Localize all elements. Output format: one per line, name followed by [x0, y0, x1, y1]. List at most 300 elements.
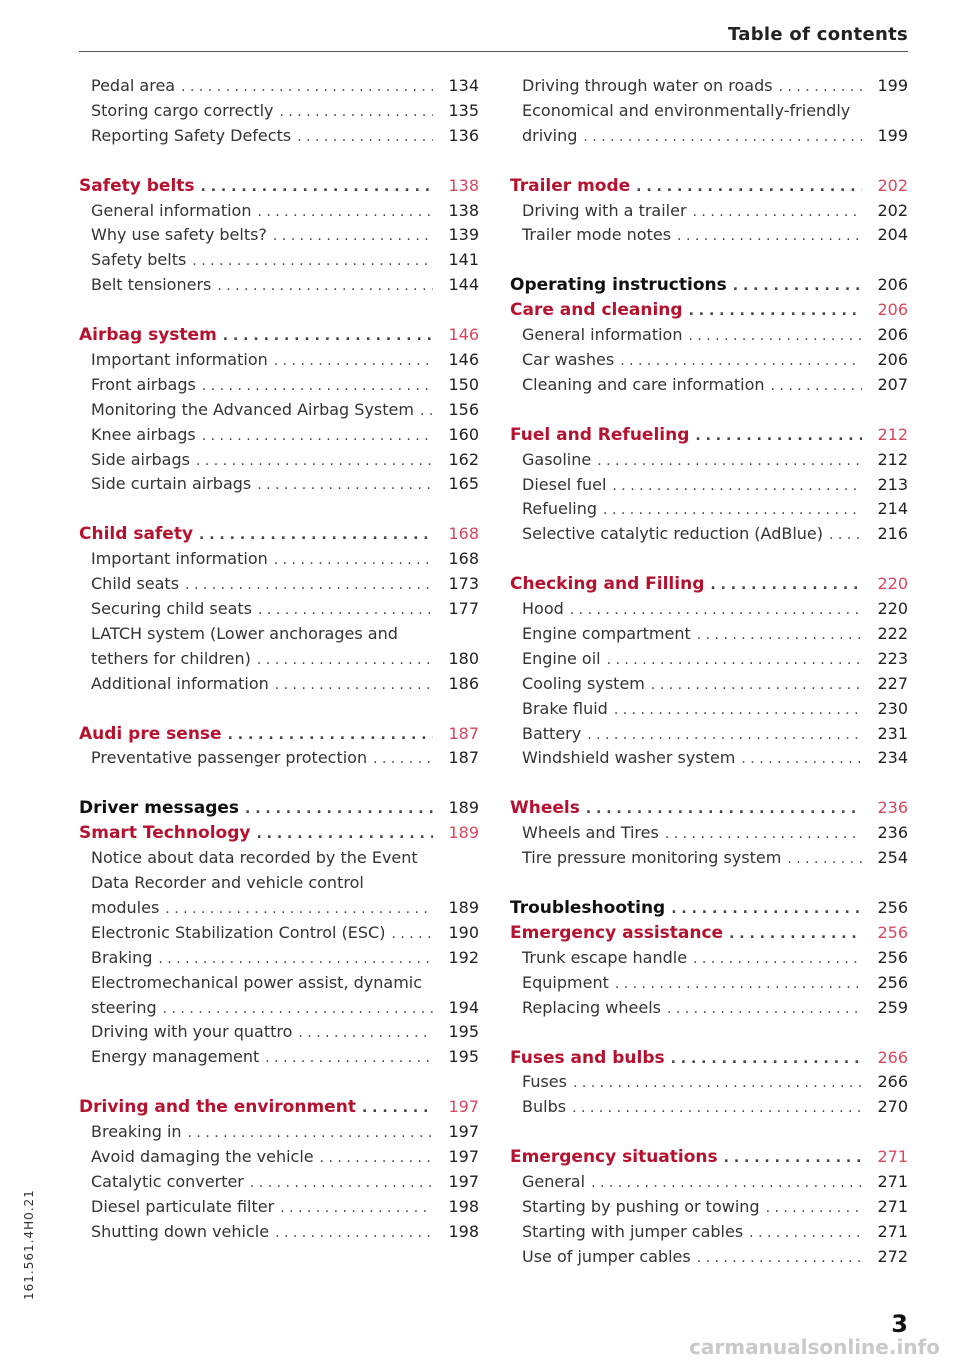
- toc-entry-label: Troubleshooting: [510, 898, 666, 919]
- toc-subentry: [510, 101, 908, 126]
- dot-leader: [749, 1225, 862, 1241]
- toc-entry-label: Belt tensioners: [91, 275, 212, 295]
- toc-entry-label: Smart Technology: [79, 823, 251, 844]
- toc-page-number: 165: [448, 474, 479, 494]
- section-gap: [79, 1072, 479, 1097]
- toc-page-number: 207: [877, 374, 908, 394]
- toc-entry-label: Wheels and Tires: [522, 823, 659, 843]
- dot-leader: [665, 826, 862, 842]
- toc-page-number: 236: [877, 823, 908, 843]
- toc-page-number: 197: [448, 1171, 479, 1191]
- toc-section-heading[interactable]: [510, 798, 908, 823]
- dot-leader: [192, 253, 433, 269]
- toc-subentry[interactable]: [79, 76, 479, 101]
- dot-leader: [362, 1100, 433, 1116]
- dot-leader: [671, 901, 862, 917]
- toc-subentry[interactable]: [510, 699, 908, 724]
- toc-entry-label: Driving through water on roads: [522, 76, 773, 95]
- toc-entry-label: Use of jumper cables: [522, 1246, 691, 1266]
- toc-entry-label: Engine compartment: [522, 624, 691, 644]
- toc-page-number: 197: [448, 1146, 479, 1166]
- dot-leader: [250, 1175, 433, 1191]
- toc-page-number: 266: [877, 1047, 908, 1067]
- toc-entry-label: Starting by pushing or towing: [522, 1196, 760, 1216]
- toc-subentry[interactable]: [79, 474, 479, 499]
- toc-subentry[interactable]: [79, 101, 479, 126]
- toc-page-number: 272: [877, 1246, 908, 1266]
- toc-entry-label: Avoid damaging the vehicle: [91, 1146, 314, 1166]
- toc-entry-label: Additional information: [91, 673, 269, 693]
- toc-page-number: 256: [877, 947, 908, 967]
- toc-entry-label: tethers for children): [91, 648, 251, 668]
- toc-page-number: 213: [877, 474, 908, 494]
- dot-leader: [591, 1175, 862, 1191]
- toc-entry-label: Car washes: [522, 350, 615, 370]
- dot-leader: [257, 477, 433, 493]
- dot-leader: [771, 378, 862, 394]
- toc-page-number: 206: [877, 275, 908, 295]
- dot-leader: [587, 727, 862, 743]
- toc-entry-label: Diesel particulate filter: [91, 1196, 275, 1216]
- dot-leader: [729, 926, 862, 942]
- toc-section-heading[interactable]: [510, 425, 908, 450]
- dot-leader: [188, 1125, 433, 1141]
- toc-entry-label: Driving with a trailer: [522, 200, 687, 220]
- section-gap: [510, 250, 908, 275]
- toc-subentry[interactable]: [510, 450, 908, 475]
- dot-leader: [689, 303, 862, 319]
- toc-page-number: 146: [448, 350, 479, 370]
- dot-leader: [671, 1051, 862, 1067]
- toc-entry-label: Tire pressure monitoring system: [522, 848, 782, 868]
- toc-entry-label: Refueling: [522, 499, 598, 519]
- toc-subentry[interactable]: [79, 998, 479, 1023]
- toc-subentry[interactable]: [510, 1172, 908, 1197]
- toc-entry-label: Monitoring the Advanced Airbag System: [91, 399, 414, 419]
- toc-section-heading[interactable]: [79, 724, 479, 749]
- toc-entry-label: Economical and environmentally-friendly: [522, 100, 851, 120]
- toc-section-heading[interactable]: [510, 574, 908, 599]
- toc-page-number: 186: [448, 673, 479, 693]
- section-gap: [510, 151, 908, 176]
- section-gap: [510, 549, 908, 574]
- toc-entry-label: Battery: [522, 723, 582, 743]
- toc-page-number: 230: [877, 698, 908, 718]
- dot-leader: [697, 1250, 862, 1266]
- toc-page-number: 194: [448, 997, 479, 1017]
- toc-page-number: 223: [877, 648, 908, 668]
- toc-subentry[interactable]: [510, 649, 908, 674]
- dot-leader: [274, 353, 433, 369]
- toc-page-number: 236: [877, 798, 908, 818]
- toc-page-number: 271: [877, 1147, 908, 1167]
- toc-subentry[interactable]: [510, 1072, 908, 1097]
- toc-page-number: 206: [877, 350, 908, 370]
- toc-subentry[interactable]: [79, 375, 479, 400]
- toc-page-number: 256: [877, 972, 908, 992]
- toc-part-heading[interactable]: [510, 898, 908, 923]
- toc-subentry[interactable]: [510, 998, 908, 1023]
- dot-leader: [165, 901, 433, 917]
- dot-leader: [573, 1075, 862, 1091]
- toc-page-number: 234: [877, 748, 908, 768]
- dot-leader: [217, 278, 433, 294]
- toc-subentry[interactable]: [510, 1222, 908, 1247]
- toc-entry-label: Gasoline: [522, 449, 592, 469]
- toc-subentry[interactable]: [510, 674, 908, 699]
- toc-entry-label: LATCH system (Lower anchorages and: [91, 623, 398, 643]
- toc-page-number: 197: [448, 1122, 479, 1142]
- toc-page-number: 270: [877, 1097, 908, 1117]
- toc-page-number: 189: [448, 798, 479, 818]
- dot-leader: [651, 677, 862, 693]
- dot-leader: [158, 951, 433, 967]
- toc-page-number: 254: [877, 848, 908, 868]
- toc-entry-label: Trunk escape handle: [522, 947, 688, 967]
- toc-subentry[interactable]: [510, 225, 908, 250]
- dot-leader: [583, 129, 862, 145]
- dot-leader: [787, 851, 862, 867]
- toc-subentry[interactable]: [510, 201, 908, 226]
- toc-subentry[interactable]: [79, 948, 479, 973]
- toc-entry-label: Securing child seats: [91, 599, 253, 619]
- toc-subentry[interactable]: [510, 1197, 908, 1222]
- toc-entry-label: Checking and Filling: [510, 574, 705, 595]
- toc-subentry[interactable]: [79, 1022, 479, 1047]
- toc-page-number: 180: [448, 648, 479, 668]
- dot-leader: [597, 453, 862, 469]
- dot-leader: [297, 129, 433, 145]
- toc-subentry[interactable]: [510, 848, 908, 873]
- toc-subentry[interactable]: [79, 923, 479, 948]
- toc-entry-label: Electromechanical power assist, dynamic: [91, 972, 423, 992]
- toc-subentry[interactable]: [510, 1247, 908, 1272]
- toc-section-heading[interactable]: [510, 1147, 908, 1172]
- toc-subentry[interactable]: [79, 1197, 479, 1222]
- toc-entry-label: Important information: [91, 350, 268, 370]
- toc-page-number: 189: [448, 823, 479, 843]
- toc-entry-label: Wheels: [510, 798, 580, 819]
- toc-entry-label: General: [522, 1172, 586, 1192]
- toc-page-number: 256: [877, 898, 908, 918]
- toc-section-heading[interactable]: [510, 176, 908, 201]
- toc-section-heading[interactable]: [79, 1097, 479, 1122]
- dot-leader: [257, 652, 433, 668]
- toc-subentry[interactable]: [510, 1097, 908, 1122]
- toc-subentry[interactable]: [510, 823, 908, 848]
- dot-leader: [163, 1001, 433, 1017]
- toc-entry-label: Knee airbags: [91, 424, 196, 444]
- toc-entry-label: Diesel fuel: [522, 474, 607, 494]
- toc-page-number: 195: [448, 1022, 479, 1042]
- dot-leader: [391, 926, 433, 942]
- toc-entry-label: modules: [91, 897, 160, 917]
- document-code: 161.561.4H0.21: [22, 1189, 36, 1300]
- toc-subentry[interactable]: [79, 574, 479, 599]
- toc-subentry[interactable]: [510, 475, 908, 500]
- toc-subentry: [79, 873, 479, 898]
- toc-entry-label: Equipment: [522, 972, 609, 992]
- toc-subentry[interactable]: [510, 375, 908, 400]
- dot-leader: [667, 1001, 862, 1017]
- toc-subentry[interactable]: [510, 973, 908, 998]
- section-gap: [510, 873, 908, 898]
- toc-page-number: 199: [877, 76, 908, 95]
- toc-subentry[interactable]: [79, 1172, 479, 1197]
- toc-entry-label: Fuel and Refueling: [510, 424, 690, 445]
- toc-subentry[interactable]: [79, 126, 479, 151]
- dot-leader: [373, 751, 433, 767]
- toc-entry-label: Child safety: [79, 524, 194, 545]
- toc-subentry[interactable]: [79, 649, 479, 674]
- toc-entry-label: Care and cleaning: [510, 300, 683, 321]
- toc-subentry: [79, 624, 479, 649]
- toc-page-number: 214: [877, 499, 908, 519]
- toc-subentry[interactable]: [79, 898, 479, 923]
- toc-page-number: 144: [448, 275, 479, 295]
- toc-entry-label: steering: [91, 997, 157, 1017]
- dot-leader: [258, 602, 433, 618]
- toc-entry-label: Data Recorder and vehicle control: [91, 873, 364, 893]
- toc-section-heading[interactable]: [79, 524, 479, 549]
- header-divider: [79, 51, 908, 52]
- section-gap: [79, 773, 479, 798]
- dot-leader: [695, 428, 862, 444]
- toc-subentry[interactable]: [79, 748, 479, 773]
- toc-right-column: [510, 76, 908, 1272]
- toc-entry-label: Storing cargo correctly: [91, 100, 274, 120]
- dot-leader: [724, 1150, 862, 1166]
- toc-subentry: [79, 848, 479, 873]
- toc-page-number: 271: [877, 1172, 908, 1192]
- dot-leader: [688, 328, 862, 344]
- section-gap: [79, 699, 479, 724]
- toc-section-heading[interactable]: [79, 823, 479, 848]
- toc-entry-label: Cleaning and care information: [522, 374, 765, 394]
- dot-leader: [245, 801, 433, 817]
- toc-section-heading[interactable]: [510, 1048, 908, 1073]
- dot-leader: [420, 403, 433, 419]
- toc-subentry[interactable]: [510, 499, 908, 524]
- toc-subentry[interactable]: [510, 126, 908, 151]
- dot-leader: [298, 1025, 433, 1041]
- toc-entry-label: Child seats: [91, 574, 180, 594]
- dot-leader: [199, 527, 433, 543]
- toc-subentry[interactable]: [510, 350, 908, 375]
- dot-leader: [766, 1200, 862, 1216]
- toc-entry-label: Front airbags: [91, 374, 196, 394]
- toc-subentry[interactable]: [79, 1122, 479, 1147]
- toc-page-number: 199: [877, 125, 908, 145]
- toc-subentry[interactable]: [79, 549, 479, 574]
- toc-page-number: 168: [448, 549, 479, 569]
- dot-leader: [280, 104, 434, 120]
- toc-page-number: 156: [448, 399, 479, 419]
- toc-section-heading[interactable]: [510, 300, 908, 325]
- toc-section-heading[interactable]: [510, 923, 908, 948]
- dot-leader: [614, 702, 862, 718]
- toc-page-number: 198: [448, 1221, 479, 1241]
- toc-entry-label: Side airbags: [91, 449, 190, 469]
- dot-leader: [181, 79, 433, 95]
- toc-subentry[interactable]: [79, 225, 479, 250]
- toc-page-number: 259: [877, 997, 908, 1017]
- toc-entry-label: General information: [522, 325, 683, 345]
- toc-page-number: 222: [877, 624, 908, 644]
- toc-subentry[interactable]: [79, 400, 479, 425]
- dot-leader: [693, 951, 862, 967]
- toc-subentry[interactable]: [79, 674, 479, 699]
- dot-leader: [196, 453, 433, 469]
- toc-page-number: 135: [448, 100, 479, 120]
- dot-leader: [265, 1050, 433, 1066]
- dot-leader: [274, 552, 433, 568]
- toc-page-number: 220: [877, 574, 908, 594]
- toc-entry-label: Driver messages: [79, 798, 240, 819]
- toc-entry-label: Important information: [91, 549, 268, 569]
- toc-entry-label: Why use safety belts?: [91, 225, 267, 245]
- toc-entry-label: Driving and the environment: [79, 1097, 356, 1118]
- toc-entry-label: Notice about data recorded by the Event: [91, 848, 418, 868]
- toc-page-number: 187: [448, 748, 479, 768]
- dot-leader: [257, 204, 433, 220]
- dot-leader: [275, 677, 433, 693]
- dot-leader: [779, 79, 862, 95]
- toc-page-number: 141: [448, 250, 479, 270]
- toc-left-column: [79, 76, 479, 1247]
- dot-leader: [620, 353, 862, 369]
- toc-subentry[interactable]: [510, 624, 908, 649]
- toc-subentry[interactable]: [510, 948, 908, 973]
- toc-entry-label: Safety belts: [91, 250, 187, 270]
- toc-page-number: 212: [877, 449, 908, 469]
- toc-entry-label: General information: [91, 200, 252, 220]
- dot-leader: [202, 428, 433, 444]
- toc-page-number: 138: [448, 175, 479, 195]
- dot-leader: [256, 826, 433, 842]
- section-gap: [510, 1122, 908, 1147]
- toc-entry-label: Fuses: [522, 1072, 567, 1092]
- toc-page-number: 173: [448, 574, 479, 594]
- toc-page-number: 162: [448, 449, 479, 469]
- toc-entry-label: Shutting down vehicle: [91, 1221, 270, 1241]
- toc-page-number: 189: [448, 897, 479, 917]
- toc-page-number: 198: [448, 1196, 479, 1216]
- toc-entry-label: Pedal area: [91, 76, 176, 95]
- toc-subentry: [79, 973, 479, 998]
- toc-page-number: 177: [448, 599, 479, 619]
- toc-page-number: 220: [877, 599, 908, 619]
- toc-subentry[interactable]: [79, 201, 479, 226]
- toc-page-number: 136: [448, 125, 479, 145]
- toc-page-number: 138: [448, 200, 479, 220]
- toc-subentry[interactable]: [79, 250, 479, 275]
- toc-part-heading[interactable]: [510, 275, 908, 300]
- toc-subentry[interactable]: [510, 748, 908, 773]
- toc-entry-label: Airbag system: [79, 325, 217, 346]
- toc-entry-label: Side curtain airbags: [91, 474, 252, 494]
- dot-leader: [228, 727, 433, 743]
- toc-entry-label: Safety belts: [79, 175, 195, 196]
- toc-entry-label: Bulbs: [522, 1097, 567, 1117]
- section-gap: [510, 1023, 908, 1048]
- toc-page-number: 227: [877, 673, 908, 693]
- toc-subentry[interactable]: [79, 599, 479, 624]
- toc-entry-label: Reporting Safety Defects: [91, 125, 292, 145]
- toc-entry-label: Cooling system: [522, 673, 645, 693]
- toc-entry-label: Driving with your quattro: [91, 1022, 293, 1042]
- toc-entry-label: Hood: [522, 599, 564, 619]
- dot-leader: [201, 179, 433, 195]
- toc-subentry[interactable]: [79, 450, 479, 475]
- dot-leader: [202, 378, 433, 394]
- dot-leader: [710, 577, 862, 593]
- toc-page-number: 139: [448, 225, 479, 245]
- toc-entry-label: Fuses and bulbs: [510, 1047, 665, 1068]
- toc-entry-label: Emergency situations: [510, 1147, 718, 1168]
- dot-leader: [275, 1225, 433, 1241]
- toc-subentry[interactable]: [79, 275, 479, 300]
- toc-page-number: 206: [877, 325, 908, 345]
- toc-entry-label: Preventative passenger protection: [91, 748, 368, 768]
- toc-section-heading[interactable]: [79, 176, 479, 201]
- toc-page-number: 146: [448, 325, 479, 345]
- toc-entry-label: Windshield washer system: [522, 748, 736, 768]
- section-gap: [510, 773, 908, 798]
- toc-page-number: 197: [448, 1097, 479, 1117]
- dot-leader: [733, 278, 862, 294]
- toc-page-number: 256: [877, 922, 908, 942]
- toc-section-heading[interactable]: [79, 325, 479, 350]
- section-gap: [510, 400, 908, 425]
- dot-leader: [607, 652, 862, 668]
- toc-subentry[interactable]: [79, 1147, 479, 1172]
- toc-page-number: 271: [877, 1196, 908, 1216]
- toc-subentry[interactable]: [79, 350, 479, 375]
- toc-page-number: 212: [877, 424, 908, 444]
- toc-entry-label: Selective catalytic reduction (AdBlue): [522, 524, 824, 544]
- toc-subentry[interactable]: [79, 425, 479, 450]
- dot-leader: [677, 228, 862, 244]
- toc-page-number: 216: [877, 524, 908, 544]
- toc-page-number: 271: [877, 1221, 908, 1241]
- toc-subentry[interactable]: [510, 599, 908, 624]
- toc-subentry[interactable]: [510, 325, 908, 350]
- toc-entry-label: Electronic Stabilization Control (ESC): [91, 922, 386, 942]
- dot-leader: [572, 1100, 862, 1116]
- toc-entry-label: Audi pre sense: [79, 723, 222, 744]
- toc-entry-label: Trailer mode notes: [522, 225, 672, 245]
- section-gap: [79, 151, 479, 176]
- dot-leader: [320, 1150, 433, 1166]
- toc-part-heading[interactable]: [79, 798, 479, 823]
- toc-page-number: 168: [448, 524, 479, 544]
- toc-page-number: 204: [877, 225, 908, 245]
- toc-page-number: 206: [877, 300, 908, 320]
- toc-subentry[interactable]: [510, 524, 908, 549]
- toc-page-number: 190: [448, 922, 479, 942]
- toc-entry-label: Emergency assistance: [510, 922, 724, 943]
- toc-subentry[interactable]: [79, 1222, 479, 1247]
- toc-entry-label: Energy management: [91, 1047, 260, 1067]
- toc-subentry[interactable]: [79, 1047, 479, 1072]
- toc-page-number: 266: [877, 1072, 908, 1092]
- dot-leader: [603, 502, 862, 518]
- toc-subentry[interactable]: [510, 76, 908, 101]
- toc-subentry[interactable]: [510, 724, 908, 749]
- toc-entry-label: Engine oil: [522, 648, 601, 668]
- toc-entry-label: Trailer mode: [510, 175, 631, 196]
